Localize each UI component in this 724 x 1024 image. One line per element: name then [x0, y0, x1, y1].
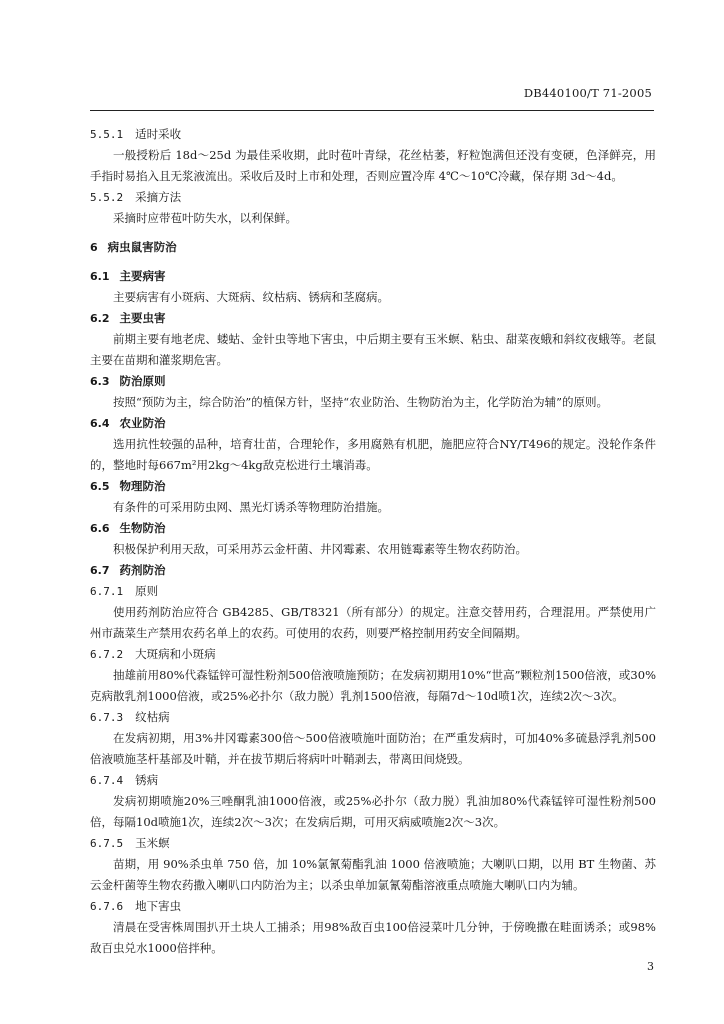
heading-number: 6.7.5	[90, 837, 124, 850]
heading-title: 物理防治	[119, 479, 166, 493]
heading-title: 防治原则	[119, 374, 166, 388]
section-heading	[90, 476, 656, 497]
body-paragraph: 按照“预防为主，综合防治”的植保方针，坚持“农业防治、生物防治为主，化学防治为辅”的原则。	[113, 395, 609, 409]
heading-number: 6.7.3	[90, 711, 124, 724]
subsection-heading	[90, 187, 656, 208]
heading-number: 6.1	[90, 270, 110, 283]
subsection-heading	[90, 896, 656, 917]
subsection-heading	[90, 124, 656, 145]
subsection-heading	[90, 581, 656, 602]
heading-title: 病虫鼠害防治	[107, 240, 177, 254]
document-body	[90, 124, 656, 959]
body-paragraph: 发病初期喷施20%三唑酮乳油1000倍液，或25%必扑尔（敌力脱）乳油加80%代森锰锌可湿性粉剂500倍，每隔10d喷施1次，连续2次～3次；在发病后期，可用灭病威喷施2次～3次。	[90, 794, 656, 829]
heading-title: 采摘方法	[135, 190, 182, 204]
header-rule	[90, 110, 654, 111]
heading-title: 农业防治	[119, 416, 166, 430]
body-paragraph: 使用药剂防治应符合 GB4285、GB/T8321（所有部分）的规定。注意交替用药，合理混用。严禁使用广州市蔬菜生产禁用农药名单上的农药。可使用的农药，则要严格控制用药安全间隔期。	[90, 605, 656, 640]
body-paragraph: 抽雄前用80%代森锰锌可湿性粉剂500倍液喷施预防；在发病初期用10%“世高”颗粒剂1500倍液，或30%克病散乳剂1000倍液，或25%必扑尔（敌力脱）乳剂1500倍液，每隔7d～10d喷1次，连续2次～3次。	[90, 668, 656, 703]
body-paragraph: 选用抗性较强的品种，培育壮苗，合理轮作，多用腐熟有机肥，施肥应符合NY/T496的规定。没轮作条件的，整地时每667m²用2kg～4kg敌克松进行土壤消毒。	[90, 437, 656, 472]
heading-number: 6.7.2	[90, 648, 124, 661]
heading-number: 6.3	[90, 375, 110, 388]
subsection-heading	[90, 644, 656, 665]
page-number: 3	[647, 960, 654, 973]
body-paragraph: 采摘时应带苞叶防失水，以利保鲜。	[113, 211, 297, 225]
heading-number: 6.7.6	[90, 900, 124, 913]
heading-title: 药剂防治	[119, 563, 166, 577]
heading-title: 主要病害	[119, 269, 166, 283]
heading-number: 5.5.1	[90, 128, 124, 141]
body-paragraph: 有条件的可采用防虫网、黑光灯诱杀等物理防治措施。	[113, 500, 389, 514]
subsection-heading	[90, 833, 656, 854]
body-paragraph: 苗期，用 90%杀虫单 750 倍，加 10%氯氰菊酯乳油 1000 倍液喷施；大喇叭口期，以用 BT 生物菌、苏云金杆菌等生物农药撒入喇叭口内防治为主；以杀虫单加氯氰菊酯溶液重点喷施大喇叭口内为辅。	[90, 857, 656, 892]
section-heading	[90, 518, 656, 539]
body-paragraph: 前期主要有地老虎、蝼蛄、金针虫等地下害虫，中后期主要有玉米螟、粘虫、甜菜夜蛾和斜纹夜蛾等。老鼠主要在苗期和灌浆期危害。	[90, 332, 656, 367]
heading-title: 主要虫害	[119, 311, 166, 325]
body-paragraph: 一般授粉后 18d～25d 为最佳采收期，此时苞叶青绿，花丝枯萎，籽粒饱满但还没有变硬，色泽鲜亮，用手指时易掐入且无浆液流出。采收后及时上市和处理，否则应置冷库 4℃～10℃冷藏，保存期 3d～4d。	[90, 148, 656, 183]
section-heading	[90, 308, 656, 329]
heading-number: 6	[90, 241, 98, 254]
heading-number: 6.6	[90, 522, 110, 535]
section-heading	[90, 266, 656, 287]
chapter-heading	[90, 237, 656, 258]
subsection-heading	[90, 770, 656, 791]
heading-number: 6.7.1	[90, 585, 124, 598]
heading-title: 纹枯病	[135, 710, 170, 724]
section-heading	[90, 413, 656, 434]
heading-title: 生物防治	[119, 521, 166, 535]
heading-number: 6.7	[90, 564, 110, 577]
subsection-heading	[90, 707, 656, 728]
heading-title: 适时采收	[135, 127, 182, 141]
heading-number: 6.2	[90, 312, 110, 325]
heading-title: 地下害虫	[135, 899, 182, 913]
body-paragraph: 积极保护利用天敌，可采用苏云金杆菌、井冈霉素、农用链霉素等生物农药防治。	[113, 542, 527, 556]
heading-title: 玉米螟	[135, 836, 170, 850]
heading-number: 6.4	[90, 417, 110, 430]
section-heading	[90, 371, 656, 392]
heading-number: 5.5.2	[90, 191, 124, 204]
heading-title: 锈病	[135, 773, 159, 787]
body-paragraph: 主要病害有小斑病、大斑病、纹枯病、锈病和茎腐病。	[113, 290, 389, 304]
section-heading	[90, 560, 656, 581]
heading-number: 6.5	[90, 480, 110, 493]
heading-title: 大斑病和小斑病	[135, 647, 216, 661]
heading-title: 原则	[135, 584, 159, 598]
document-code: DB440100/T 71-2005	[523, 86, 652, 100]
body-paragraph: 清晨在受害株周围扒开土块人工捕杀；用98%敌百虫100倍浸菜叶几分钟，于傍晚撒在畦面诱杀；或98%敌百虫兑水1000倍拌种。	[90, 920, 656, 955]
heading-number: 6.7.4	[90, 774, 124, 787]
body-paragraph: 在发病初期，用3%井冈霉素300倍～500倍液喷施叶面防治；在严重发病时，可加40%多硫悬浮乳剂500倍液喷施茎杆基部及叶鞘，并在拔节期后将病叶叶鞘剥去，带离田间烧毁。	[90, 731, 656, 766]
